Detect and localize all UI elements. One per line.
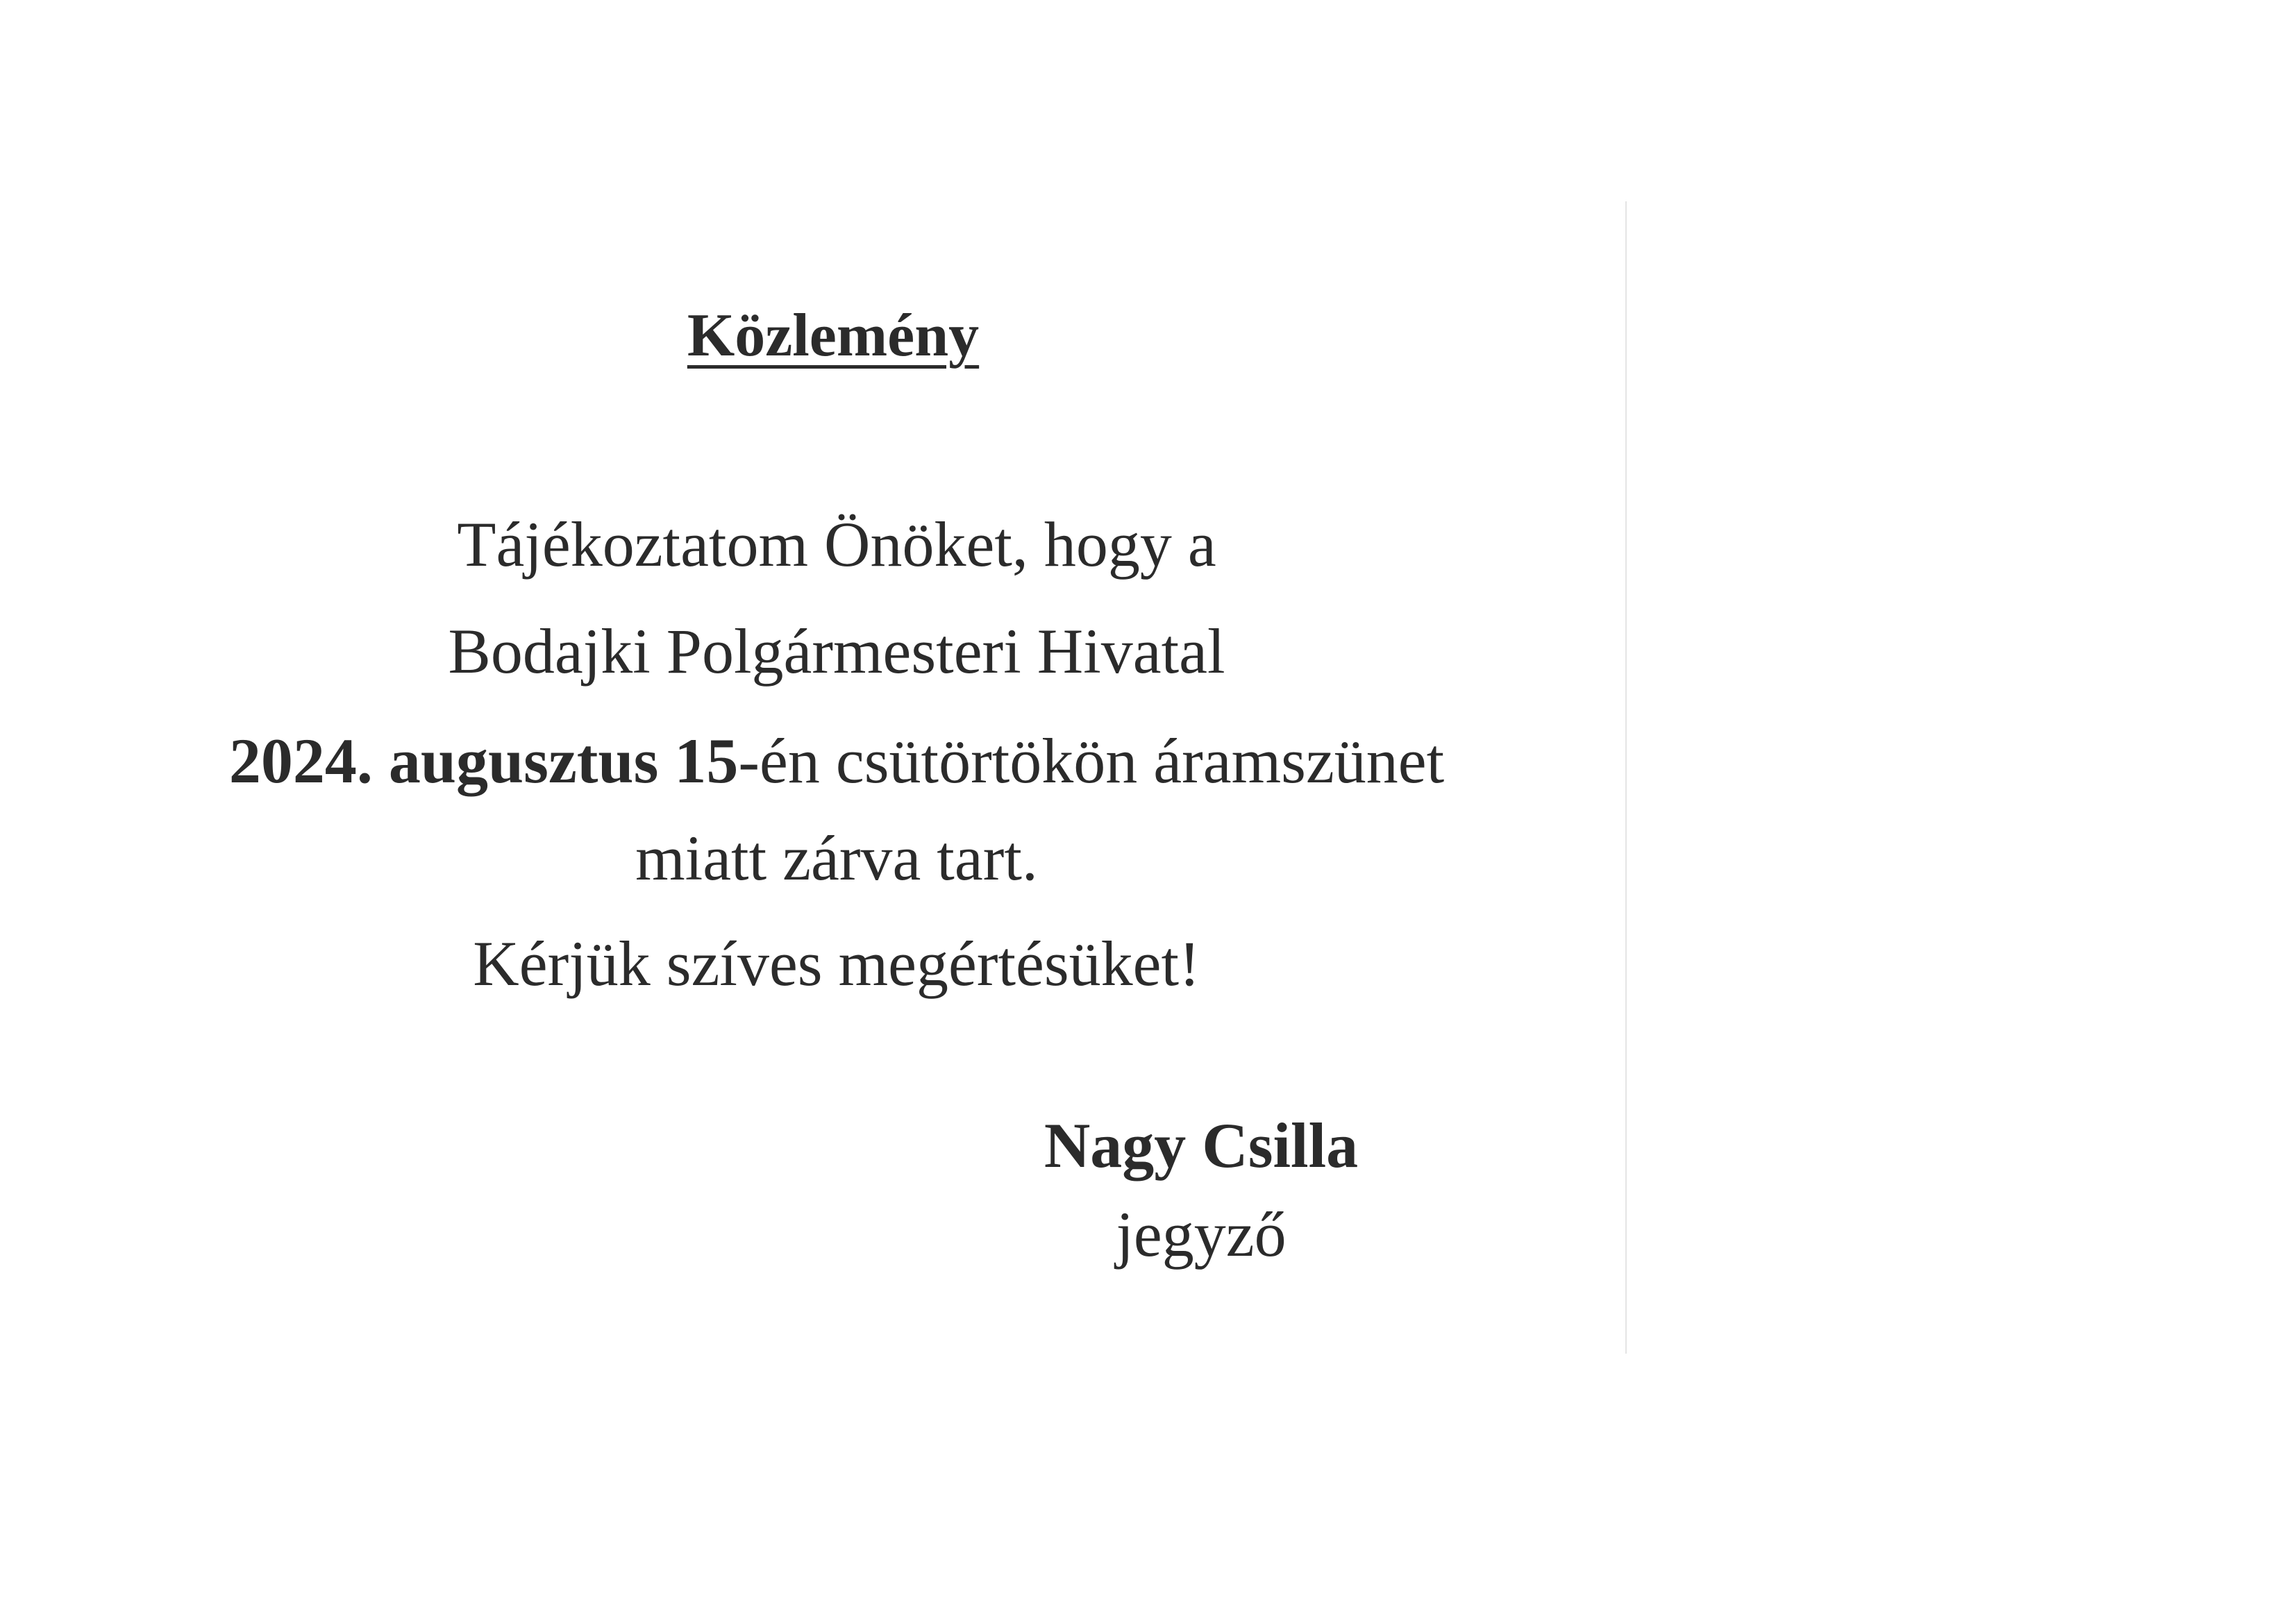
notice-line-3	[0, 725, 1673, 796]
signature-name: Nagy Csilla	[1044, 1110, 1359, 1181]
notice-title-text: Közlemény	[687, 302, 980, 369]
notice-line-1: Tájékoztatom Önöket, hogy a	[457, 509, 1216, 580]
notice-line-5: Kérjük szíves megértésüket!	[473, 928, 1200, 999]
notice-line-3-rest: -én csütörtökön áramszünet	[738, 725, 1445, 796]
notice-date: 2024. augusztus 15	[228, 725, 739, 796]
notice-title	[0, 302, 1666, 369]
notice-line-2: Bodajki Polgármesteri Hivatal	[448, 616, 1225, 687]
signature-role: jegyző	[1116, 1199, 1287, 1270]
notice-line-4: miatt zárva tart.	[635, 823, 1038, 893]
